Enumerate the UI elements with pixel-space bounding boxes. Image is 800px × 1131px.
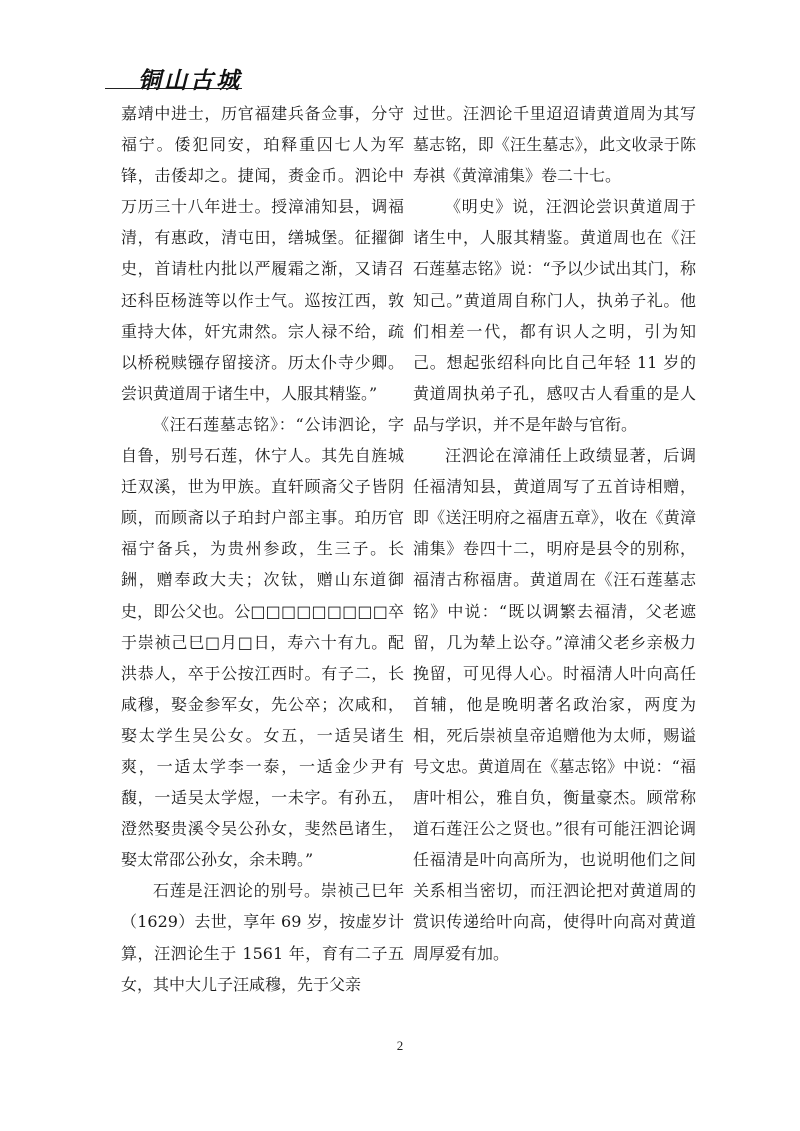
header-underline [105, 88, 242, 89]
paragraph: 过世。汪泗论千里迢迢请黄道周为其写墓志铭，即《汪生墓志》，此文收录于陈寿祺《黄漳浦集》卷二十七。 [413, 104, 696, 186]
left-text-column [121, 98, 404, 1000]
paragraph: 《明史》说，汪泗论尝识黄道周于诸生中，人服其精鉴。黄道周也在《汪石莲墓志铭》说：“予以少试出其门，称知己。”黄道周自称门人，执弟子礼。他们相差一代，都有识人之明，引为知己。想起张绍科向比自己年轻 11 岁的黄道周执弟子孔，感叹古人看重的是人品与学识，并不是年龄与官衔。 [413, 197, 696, 434]
paragraph: 《汪石莲墓志铭》：“公讳泗论，字自鲁，别号石莲，休宁人。其先自旌城迁双溪，世为甲族。直轩顾斋父子皆阴顾，而顾斋以子珀封户部主事。珀历官福宁备兵，为贵州参政，生三子。长銂，赠奉政大夫；次钛，赠山东道御史，即公父也。公□□□□□□□□□卒于崇祯己巳□月□日，寿六十有九。配洪恭人，卒于公按江西时。有子二，长咸穆，娶金参军女，先公卒；次咸和，娶太学生吴公女。女五，一适吴诸生爽，一适太学李一泰，一适金少尹有馥，一适吴太学煜，一未字。有孙五，澄然娶贵溪令吴公孙女，斐然邑诸生，娶太常邵公孙女，余未聘。” [121, 414, 404, 870]
paragraph: 汪泗论在漳浦任上政绩显著，后调任福清知县，黄道周写了五首诗相赠，即《送汪明府之福唐五章》，收在《黄漳浦集》卷四十二，明府是县令的别称，福清古称福唐。黄道周在《汪石莲墓志铭》中说：“既以调繁去福清，父老遮留，几为辇上讼夺。”漳浦父老乡亲极力挽留，可见得人心。时福清人叶向高任首辅，他是晚明著名政治家，两度为相，死后崇祯皇帝追赠他为太师，赐谥号文忠。黄道周在《墓志铭》中说：“福唐叶相公，雅自负，衡量豪杰。顾常称道石莲汪公之贤也。”很有可能汪泗论调任福清是叶向高所为，也说明他们之间关系相当密切，而汪泗论把对黄道周的赏识传递给叶向高，使得叶向高对黄道周厚爱有加。 [413, 446, 696, 963]
paragraph: 石莲是汪泗论的别号。崇祯己巳年（1629）去世，享年 69 岁，按虚岁计算，汪泗论生于 1561 年，育有二子五女，其中大儿子汪咸穆，先于父亲 [121, 881, 404, 994]
page-number: 2 [396, 1038, 404, 1053]
page-header-title: 铜山古城 [138, 67, 242, 94]
paragraph: 嘉靖中进士，历官福建兵备佥事，分守福宁。倭犯同安，珀释重囚七人为军锋，击倭却之。捷闻，赉金币。泗论中万历三十八年进士。授漳浦知县，调福清，有惠政，清屯田，缮城堡。征擢御史，首请杜内批以严履霜之渐，又请召还科臣杨涟等以作士气。巡按江西，敦重持大体，奸宄肃然。宗人禄不给，疏以桥税赎镪存留接济。历太仆寺少卿。尝识黄道周于诸生中，人服其精鉴。” [121, 104, 404, 403]
right-text-column [413, 98, 696, 969]
